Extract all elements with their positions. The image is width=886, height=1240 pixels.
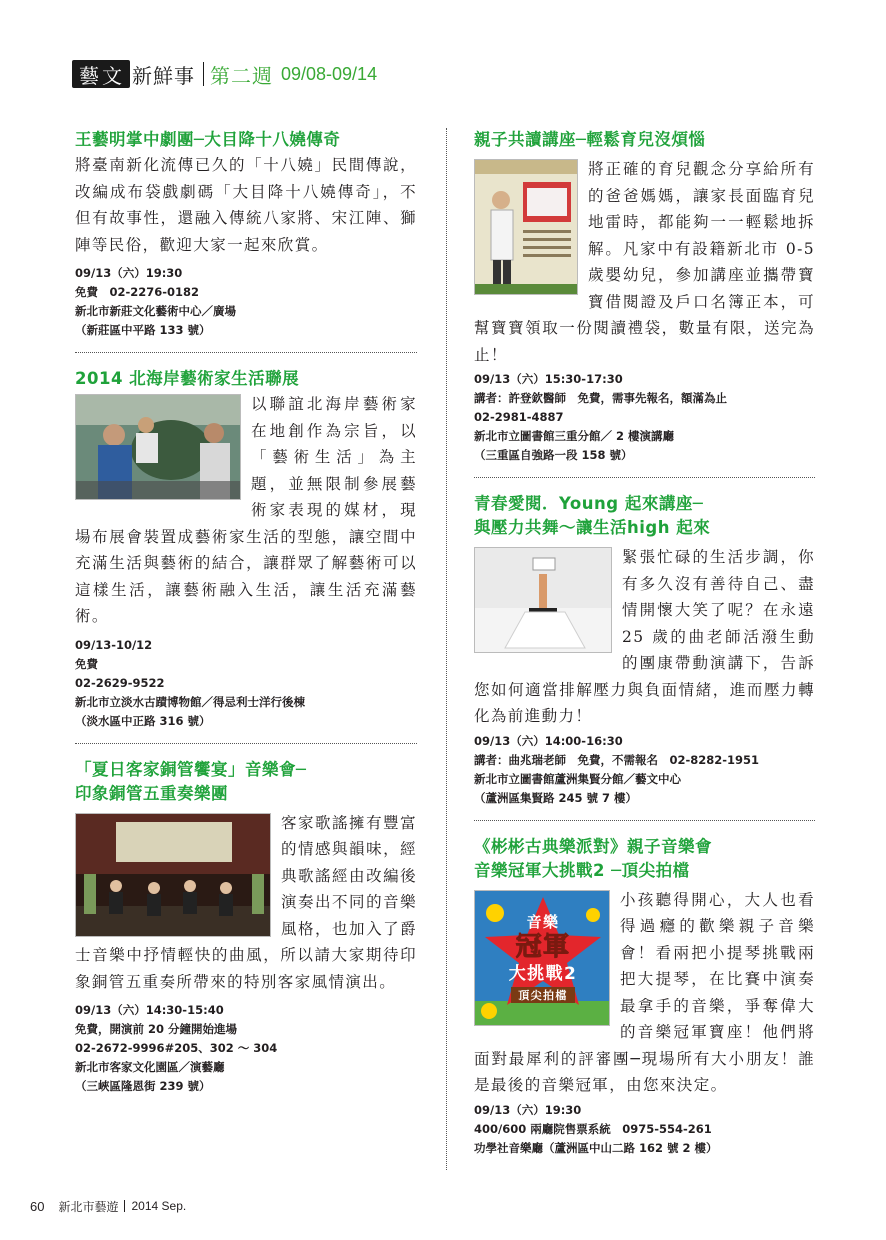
info-line: 新北市立淡水古蹟博物館／得忌利士洋行後棟 [75,694,305,709]
info-line: 02-2981-4887 [474,410,564,424]
article-info [75,995,417,1096]
info-line: 02-2629-9522 [75,675,165,690]
info-line: 免費 [75,656,98,671]
article-info [474,1099,815,1158]
magazine-name: 新北市藝遊 [58,1199,119,1214]
article-classical-music-party [474,835,815,1158]
poster-word-3: 大挑戰2 [508,963,578,984]
info-line: （新莊區中平路 133 號） [75,323,211,337]
stress-talk-photo [474,547,612,653]
info-line: 新北市立圖書館蘆洲集賢分館／藝文中心 [474,771,681,786]
header-tag-char-2: 文 [102,63,123,88]
exhibition-photo [75,394,241,500]
article-body-text: 客家歌謠擁有豐富的情感與韻味，經典歌謠經由改編後演奏出不同的音樂風格，也加入了爵士音樂中抒情輕快的曲風，所以請大家期待印象銅管五重奏所帶來的特別客家風情演出。 [75,813,417,991]
article-body-text: 以聯誼北海岸藝術家在地創作為宗旨，以「藝術生活」為主題，並無限制參展藝術家表現的媒材，現場布展會裝置成藝術家生活的型態，讓空間中充滿生活與藝術的結合，讓群眾了解藝術可以這樣生活，讓藝術融入生活，讓生活充滿藝術。 [75,395,417,625]
article-body [75,391,417,630]
edition: 2014 Sep. [131,1199,187,1213]
header-week: 第二週 [210,63,273,88]
info-line: 09/13-10/12 [75,637,153,652]
header-dates: 09/08-09/14 [281,63,378,84]
info-line: （三峽區隆恩街 239 號） [75,1079,211,1093]
page-number: 60 [30,1198,45,1214]
article-north-coast-exhibition [75,367,417,731]
article-puppet-theater [75,128,417,340]
article-title-line-1: 「夏日客家銅管饗宴」音樂會─ [75,759,307,779]
article-info [75,630,417,731]
header-tag [72,60,130,88]
article-hakka-brass-concert [75,758,417,1097]
right-column [474,128,815,1158]
music-champion-poster [474,890,610,1026]
article-body [474,156,815,368]
article-body-text: 緊張忙碌的生活步調，你有多久沒有善待自己、盡情開懷大笑了呢？在永遠 25 歲的曲老師活潑生動的團康帶動演講下，告訴您如何適當排解壓力與負面情緒，進而壓力轉化為前進動力！ [474,548,815,725]
article-title-line-2: 音樂冠軍大挑戰2 ─頂尖拍檔 [474,860,690,880]
info-line: 講者：許登欽醫師 免費，需事先報名，額滿為止 [474,391,727,405]
footer-separator [124,1200,125,1212]
info-line: 09/13（六）14:00-16:30 [474,733,623,748]
info-line: （蘆洲區集賢路 245 號 7 樓） [474,790,638,805]
info-line: 功學社音樂廳（蘆洲區中山二路 162 號 2 樓） [474,1140,718,1155]
article-title-line-2: 印象銅管五重奏樂團 [75,783,228,803]
article-info [75,264,417,340]
article-divider [75,352,417,353]
article-parenting-talk [474,128,815,465]
article-title: 親子共讀講座─輕鬆育兒沒煩惱 [474,130,706,149]
article-body [474,887,815,1099]
header-title: 新鮮事 [132,63,195,88]
poster-word-4: 頂尖拍檔 [518,988,568,1002]
article-title: 王藝明掌中劇團─大目降十八嬈傳奇 [75,130,341,149]
article-body-text: 小孩聽得開心，大人也看得過癮的歡樂親子音樂會！看兩把小提琴挑戰兩把大提琴，在比賽中演奏最拿手的音樂，爭奪偉大的音樂冠軍寶座！他們將面對最犀利的評審團─現場所有大小朋友！誰是最後的音樂冠軍，由您來決定。 [474,890,815,1094]
parenting-poster [474,159,578,295]
column-divider [446,128,447,1170]
article-youth-stress-talk [474,492,815,808]
article-body [75,810,417,996]
info-line: 免費 02-2276-0182 [75,285,200,299]
article-body: 將臺南新化流傳已久的「十八嬈」民間傳說，改編成布袋戲劇碼「大目降十八嬈傳奇」，不但有故事性，還融入傳統八家將、宋江陣、獅陣等民俗，歡迎大家一起來欣賞。 [75,156,417,254]
concert-photo [75,813,271,937]
info-line: 09/13（六）19:30 [75,266,183,280]
info-line: 400/600 兩廳院售票系統 0975-554-261 [474,1121,712,1136]
poster-word-1: 音樂 [526,912,560,931]
article-divider [474,477,815,478]
info-line: 講者：曲兆瑞老師 免費，不需報名 02-8282-1951 [474,752,760,767]
article-info [474,730,815,808]
article-title-line-2: 與壓力共舞～讓生活high 起來 [474,518,711,537]
article-divider [75,743,417,744]
info-line: 新北市立圖書館三重分館／ 2 樓演講廳 [474,429,675,443]
article-title-line-1: 青春愛閱．Young 起來講座─ [474,494,704,513]
article-body-text: 將正確的育兒觀念分享給所有的爸爸媽媽，讓家長面臨育兒地雷時，都能夠一一輕鬆地拆解。凡家中有設籍新北市 0-5 歲嬰幼兒，參加講座並攜帶寶寶借閱證及戶口名簿正本，可幫寶寶領取一份閱讀禮袋，數量有限，送完為止！ [474,160,815,364]
info-line: （三重區自強路一段 158 號） [474,448,633,462]
info-line: 02-2672-9996#205、302 ～ 304 [75,1041,278,1055]
info-line: 09/13（六）14:30-15:40 [75,1003,224,1017]
section-header [72,59,377,89]
poster-word-2: 冠軍 [515,931,571,962]
info-line: 新北市客家文化園區／演藝廳 [75,1060,225,1074]
left-column [75,128,417,1096]
page-footer [30,1196,186,1216]
header-tag-char-1: 藝 [79,63,100,88]
article-divider [474,820,815,821]
info-line: 09/13（六）19:30 [474,1102,582,1117]
article-body [474,544,815,730]
info-line: （淡水區中正路 316 號） [75,713,211,728]
info-line: 新北市新莊文化藝術中心／廣場 [75,304,236,318]
article-info [474,368,815,465]
article-title-line-1: 《彬彬古典樂派對》親子音樂會 [474,836,712,856]
article-title: 2014 北海岸藝術家生活聯展 [75,369,300,388]
info-line: 09/13（六）15:30-17:30 [474,372,623,386]
info-line: 免費，開演前 20 分鐘開始進場 [75,1022,238,1036]
header-separator [203,62,204,86]
